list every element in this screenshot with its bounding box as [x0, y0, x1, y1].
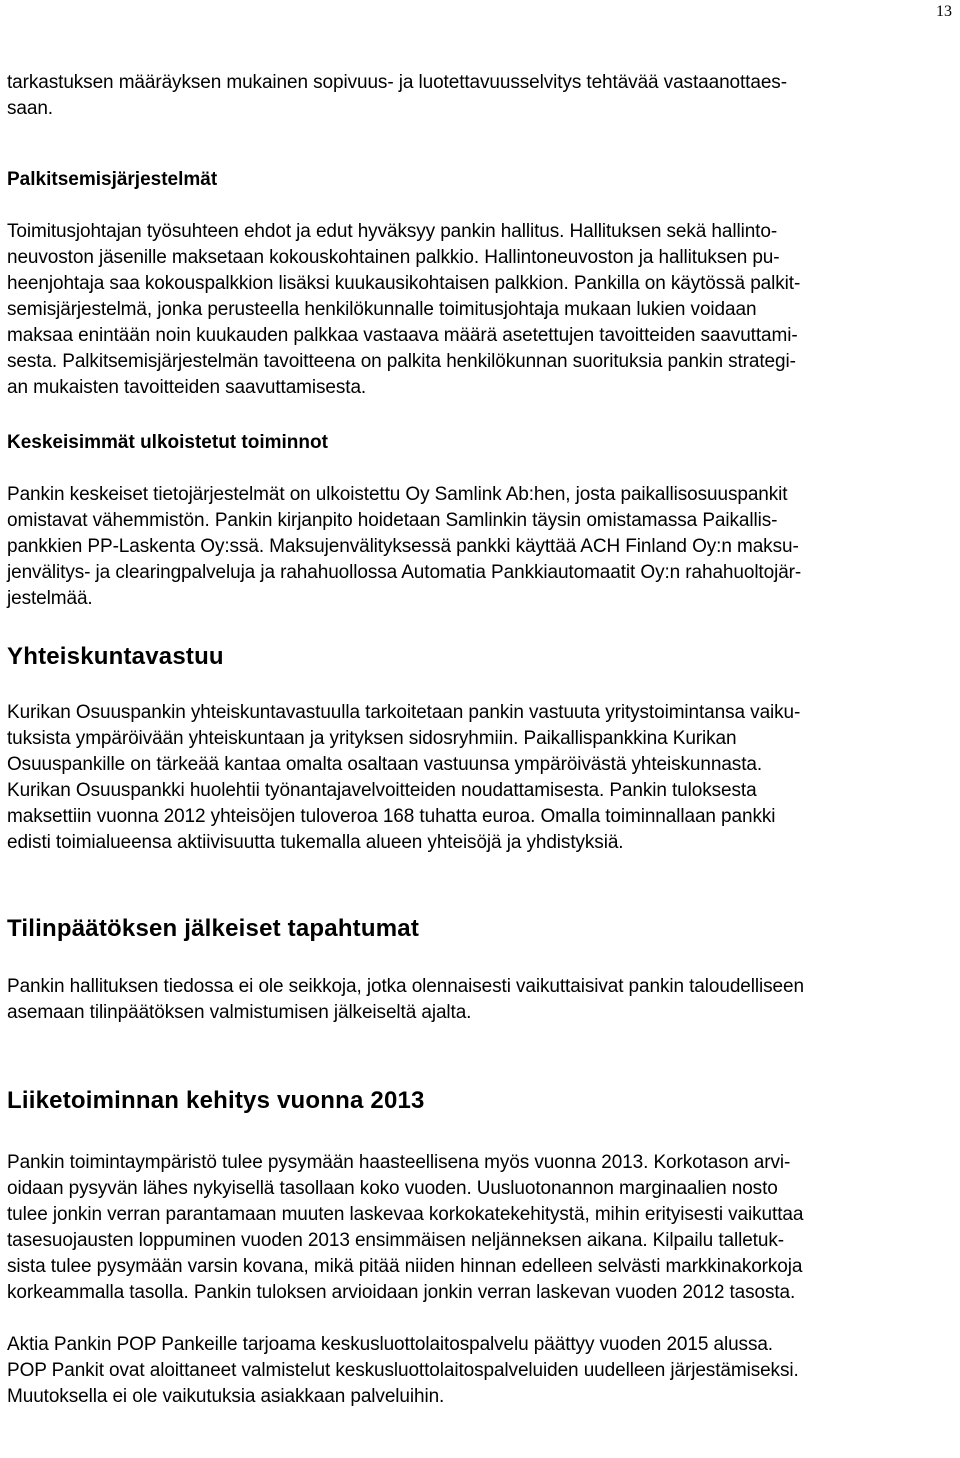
section-palkitsemisjarjestelmat: [7, 167, 957, 401]
section-liiketoiminnan-kehitys: [7, 1086, 957, 1410]
heading-palkitsemisjarjestelmat: Palkitsemisjärjestelmät: [7, 169, 218, 190]
paragraph-palkitsemisjarjestelmat: Toimitusjohtajan työsuhteen ehdot ja edut hyväksyy pankin hallitus. Hallituksen sekä hallinto- neuvoston jäsenille maksetaan kokouskohtainen palkkio. Hallintoneuvoston ja hallituksen pu- heenjohtaja saa kokouspalkkion lisäksi kuukausikohtaisen palkkion. Pankilla on käytössä palkit- semisjärjestelmä, jonka perusteella henkilökunnalle toimitusjohtaja mukaan lukien voidaan maksaa enintään noin kuukauden palkkaa vastaava määrä asetettujen tavoitteiden saavuttami- sesta. Palkitsemisjärjestelmän tavoitteena on palkita henkilökunnan suorituksia pankin strategi- an mukaisten tavoitteiden saavuttamisesta.: [7, 221, 801, 398]
document-body: [7, 70, 957, 1410]
paragraph-tilinpaatoksen-jalkeiset: Pankin hallituksen tiedossa ei ole seikkoja, jotka olennaisesti vaikuttaisivat pankin taloudelliseen asemaan tilinpäätöksen valmistumisen jälkeiseltä ajalta.: [7, 976, 804, 1023]
heading-tilinpaatoksen-jalkeiset: Tilinpäätöksen jälkeiset tapahtumat: [7, 915, 420, 942]
paragraph-keskeisimmat-ulkoistetut: Pankin keskeiset tietojärjestelmät on ulkoistettu Oy Samlink Ab:hen, josta paikallisosuuspankit omistavat vähemmistön. Pankin kirjanpito hoidetaan Samlinkin täysin omistamassa Paikallis- pankkien PP-Laskenta Oy:ssä. Maksujenvälityksessä pankki käyttää ACH Finland Oy:n maksu- jenvälitys- ja clearingpalveluja ja rahahuollossa Automatia Pankkiautomaatit Oy:n rahahuoltojär- jestelmää.: [7, 484, 802, 609]
paragraph-yhteiskuntavastuu: Kurikan Osuuspankin yhteiskuntavastuulla tarkoitetaan pankin vastuuta yritystoimintansa vaiku- tuksista ympäröivään yhteiskuntaan ja yrityksen sidosryhmiin. Paikallispankkina Kurikan Osuuspankille on tärkeää kantaa omalta osaltaan vastuunsa ympäröivästä yhteiskunnasta. Kurikan Osuuspankki huolehtii työnantajavelvoitteiden noudattamisesta. Pankin tuloksesta maksettiin vuonna 2012 yhteisöjen tuloveroa 168 tuhatta euroa. Omalla toiminnallaan pankki edisti toimialueensa aktiivisuutta tukemalla alueen yhteisöjä ja yhdistyksiä.: [7, 702, 801, 853]
heading-yhteiskuntavastuu: Yhteiskuntavastuu: [7, 643, 224, 670]
page-number: 13: [936, 3, 952, 20]
paragraph-liiketoiminnan-kehitys-2: Aktia Pankin POP Pankeille tarjoama keskusluottolaitospalvelu päättyy vuoden 2015 alussa. POP Pankit ovat aloittaneet valmistelut keskusluottolaitospalveluiden uudelleen järjestämiseksi. Muutoksella ei ole vaikutuksia asiakkaan palveluihin.: [7, 1334, 799, 1407]
paragraph-liiketoiminnan-kehitys-1: Pankin toimintaympäristö tulee pysymään haasteellisena myös vuonna 2013. Korkotason arvi- oidaan pysyvän lähes nykyisellä tasollaan koko vuoden. Uusluotonannon marginaalien nosto tulee jonkin verran parantamaan muuten laskevaa korkokatekehitystä, mihin erityisesti vaikuttaa tasesuojausten loppuminen vuoden 2013 ensimmäisen neljänneksen aikana. Kilpailu talletuk- sista tulee pysymään varsin kovana, mikä pitää niiden hinnan edelleen selvästi markkinakorkoja korkeammalla tasolla. Pankin tuloksen arvioidaan jonkin verran laskevan vuoden 2012 tasosta.: [7, 1152, 804, 1303]
section-yhteiskuntavastuu: [7, 642, 957, 856]
heading-liiketoiminnan-kehitys: Liiketoiminnan kehitys vuonna 2013: [7, 1087, 425, 1114]
section-tilinpaatoksen-jalkeiset: [7, 914, 957, 1026]
heading-keskeisimmat-ulkoistetut: Keskeisimmät ulkoistetut toiminnot: [7, 432, 328, 453]
section-keskeisimmat-ulkoistetut: [7, 430, 957, 612]
paragraph-continued: tarkastuksen määräyksen mukainen sopivuus- ja luotettavuusselvitys tehtävää vastaanottaes- saan.: [7, 72, 787, 119]
